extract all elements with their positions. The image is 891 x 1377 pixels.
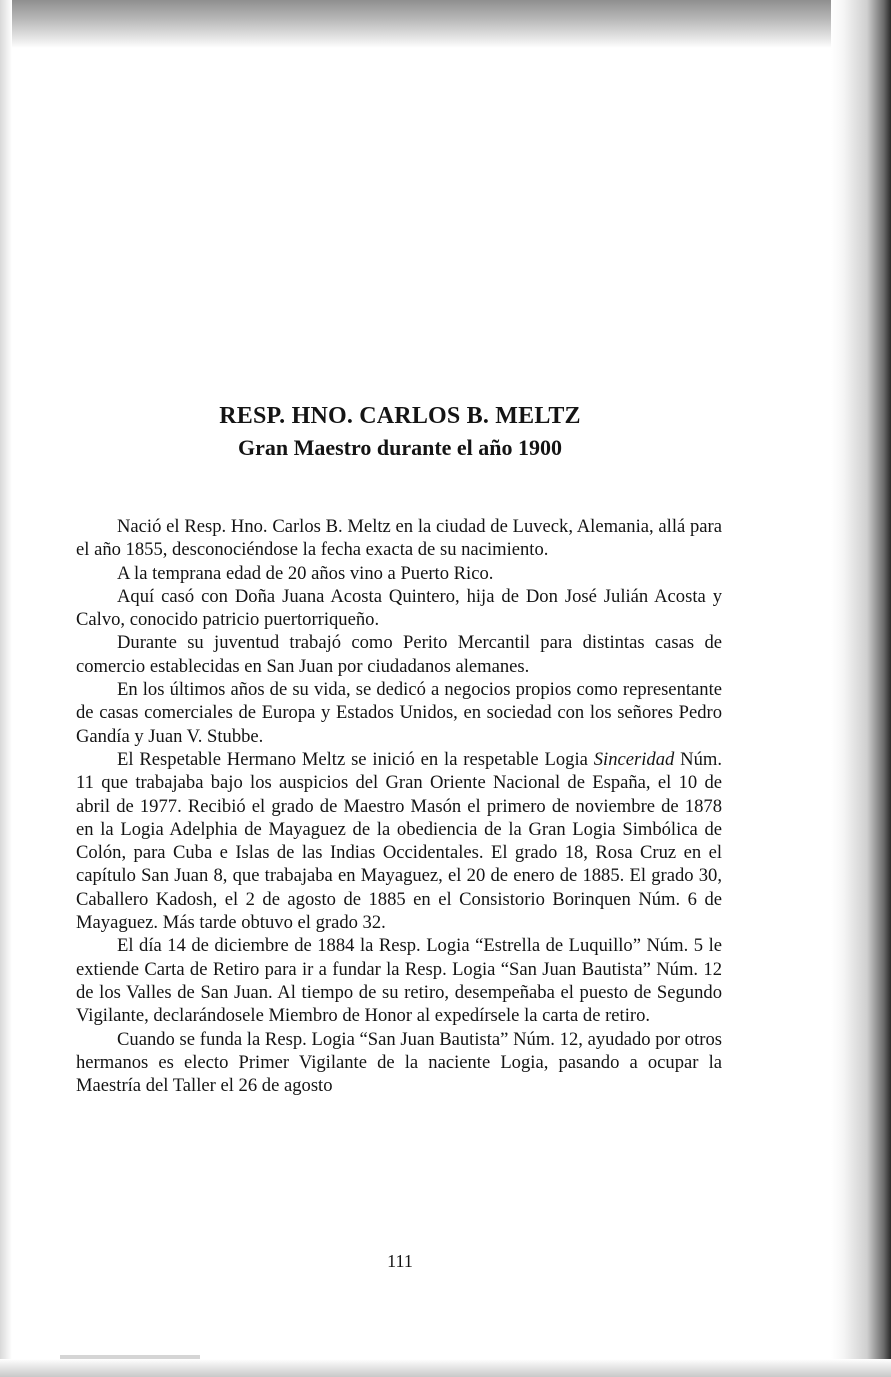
paragraph: [76, 934, 722, 1027]
page-title: RESP. HNO. CARLOS B. MELTZ: [219, 403, 581, 429]
paragraph-text: A la temprana edad de 20 años vino a Puerto Rico.: [117, 562, 494, 584]
page-subtitle: Gran Maestro durante el año 1900: [237, 435, 563, 460]
paragraph: [76, 631, 722, 678]
paragraph-text: En los últimos años de su vida, se dedicó a negocios propios como representante de casas comerciales de Europa y Estados Unidos, en sociedad con los señores Pedro Gandía y Juan V. Stubbe.: [76, 679, 722, 747]
body-text: [76, 515, 722, 1097]
scan-smudge: [60, 1355, 200, 1359]
paragraph: [76, 748, 722, 934]
paragraph-text: Cuando se funda la Resp. Logia “San Juan Bautista” Núm. 12, ayudado por otros hermanos es electo Primer Vigilante de la naciente Logia, pasando a ocupar la Maestría del Taller el 26 de agosto: [76, 1028, 722, 1097]
paragraph: [76, 1028, 722, 1098]
paragraph-text: Núm. 11 que trabajaba bajo los auspicios del Gran Oriente Nacional de España, el 10 de abril de 1977. Recibió el grado de Maestro Masón el primero de noviembre de 1878 en la Logia Adelphia de Mayaguez de la obediencia de la Gran Logia Simbólica de Colón, para Cuba e Islas de las Indias Occidentales. El grado 18, Rosa Cruz en el capítulo San Juan 8, que trabajaba en Mayaguez, el 20 de enero de 1885. El grado 30, Caballero Kadosh, el 2 de agosto de 1885 en el Consistorio Borinquen Núm. 6 de Mayaguez. Más tarde obtuvo el grado 32.: [76, 748, 723, 934]
paragraph-text: Durante su juventud trabajó como Perito Mercantil para distintas casas de comercio establecidas en San Juan por ciudadanos alemanes.: [76, 632, 722, 677]
paragraph-italic-text: Sinceridad: [593, 748, 675, 770]
paragraph: [76, 585, 722, 632]
paragraph-text: El Respetable Hermano Meltz se inició en la respetable Logia: [117, 748, 594, 770]
page-number: 111: [387, 1251, 413, 1271]
paragraph-text: El día 14 de diciembre de 1884 la Resp. Logia “Estrella de Luquillo” Núm. 5 le extiende Carta de Retiro para ir a fundar la Resp. Logia “San Juan Bautista” Núm. 12 de los Valles de San Juan. Al tiempo de su retiro, desempeñaba el puesto de Segundo Vigilante, declarándosele Miembro de Honor al expedírsele la carta de retiro.: [76, 935, 722, 1027]
paragraph-text: Aquí casó con Doña Juana Acosta Quintero, hija de Don José Julián Acosta y Calvo, conocido patricio puertorriqueño.: [76, 585, 722, 631]
paragraph-text: Nació el Resp. Hno. Carlos B. Meltz en la ciudad de Luveck, Alemania, allá para el año 1855, desconociéndose la fecha exacta de su nacimiento.: [76, 516, 722, 561]
paragraph: [76, 562, 722, 585]
paragraph: [76, 515, 722, 562]
paragraph: [76, 678, 722, 748]
